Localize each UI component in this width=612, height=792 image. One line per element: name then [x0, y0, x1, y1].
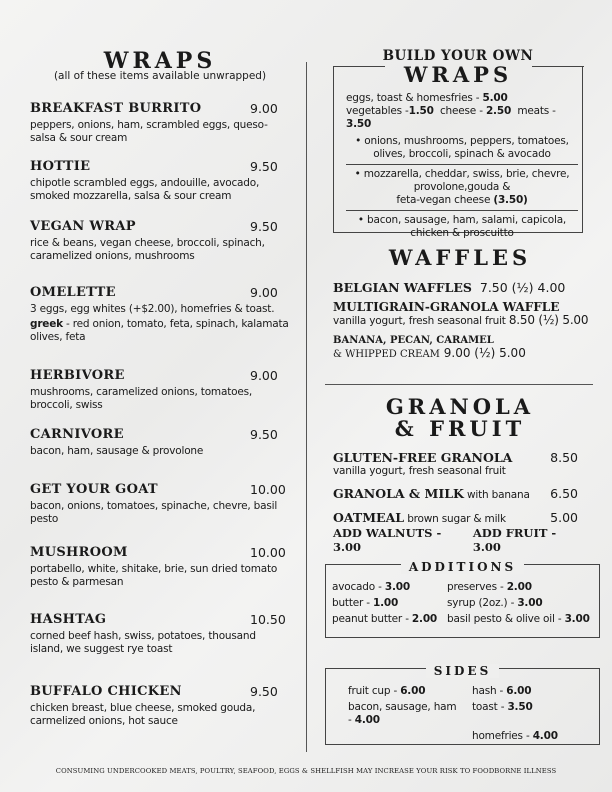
item-price: 2.00 — [411, 613, 438, 625]
build-pre-title: BUILD YOUR OWN — [382, 48, 534, 64]
granola-milk-price: 6.50 — [550, 486, 578, 501]
item-price: 9.00 — [250, 101, 278, 116]
multigrain-price: 8.50 (½) 5.00 — [508, 313, 589, 327]
oatmeal-price: 5.00 — [550, 510, 578, 525]
granola-title-1: GRANOLA — [385, 394, 535, 419]
vegan-cheese-price: (3.50) — [493, 194, 528, 206]
sides-item — [472, 701, 558, 727]
menu-item — [30, 219, 290, 263]
granola-title-2: & FRUIT — [394, 416, 526, 441]
multigrain-desc: vanilla yogurt, fresh seasonal fruit — [333, 315, 509, 327]
additions-item — [447, 613, 590, 626]
additions-item — [332, 581, 437, 594]
sides-item — [472, 685, 558, 698]
item-price: 2.00 — [506, 581, 532, 593]
item-name: OMELETTE — [30, 285, 116, 300]
oatmeal-desc: brown sugar & milk — [404, 513, 506, 525]
cheese-label: cheese - — [439, 105, 486, 117]
banana-price: 9.00 (½) 5.00 — [443, 346, 526, 360]
item-label: toast - — [472, 701, 508, 713]
item-price: 3.50 — [507, 701, 533, 713]
additions-item — [447, 581, 590, 594]
section-divider — [325, 384, 593, 385]
menu-item — [30, 427, 290, 458]
wraps-subtitle: (all of these items available unwrapped) — [53, 70, 267, 82]
item-desc: bacon, onions, tomatoes, spinache, chevre, basil pesto — [30, 500, 278, 525]
additions-item — [447, 597, 590, 610]
item-desc: peppers, onions, ham, scrambled eggs, queso-salsa & sour cream — [30, 119, 268, 144]
item-price: 6.00 — [506, 685, 532, 697]
item-desc: mushrooms, caramelized onions, tomatoes, broccoli, swiss — [30, 386, 253, 411]
multigrain-name: MULTIGRAIN-GRANOLA WAFFLE — [333, 300, 560, 314]
add-walnuts: ADD WALNUTS - 3.00 — [333, 526, 442, 554]
sides-item — [472, 730, 558, 743]
veg-label: vegetables - — [346, 105, 409, 117]
item-extra: - red onion, tomato, feta, spinach, kalamata olives, feta — [30, 318, 289, 343]
item-name: BUFFALO CHICKEN — [30, 684, 182, 699]
banana-name: BANANA, PECAN, CARAMEL — [333, 335, 494, 346]
column-divider — [306, 62, 307, 752]
granola-milk-name: GRANOLA & MILK — [333, 486, 464, 501]
item-price: 10.50 — [250, 612, 286, 627]
additions-item — [332, 613, 437, 626]
item-label: fruit cup - — [348, 685, 401, 697]
additions-item — [332, 597, 437, 610]
item-price: 1.00 — [373, 597, 399, 609]
base-price: 5.00 — [482, 92, 508, 104]
item-price: 3.00 — [384, 581, 410, 593]
item-label: butter - — [332, 597, 373, 609]
item-label: peanut butter - — [332, 613, 412, 625]
banana-name-2: & WHIPPED CREAM — [333, 349, 440, 360]
additions-title: ADDITIONS — [401, 560, 524, 574]
item-label: syrup (2oz.) - — [447, 597, 518, 609]
cheese-list-2: feta-vegan cheese — [396, 194, 494, 206]
build-title: WRAPS — [403, 62, 513, 87]
sides-item — [348, 730, 458, 743]
item-price: 9.50 — [250, 219, 278, 234]
item-price: 9.50 — [250, 159, 278, 174]
item-name: HERBIVORE — [30, 368, 125, 383]
sides-item — [348, 701, 458, 727]
menu-item — [30, 368, 290, 412]
item-price: 6.00 — [400, 685, 426, 697]
gf-granola-name: GLUTEN-FREE GRANOLA — [333, 450, 513, 465]
menu-item — [30, 612, 290, 656]
add-fruit: ADD FRUIT - 3.00 — [472, 526, 557, 554]
item-name: BREAKFAST BURRITO — [30, 101, 202, 116]
item-desc: 3 eggs, egg whites (+$2.00), homefries & toast. — [30, 303, 275, 315]
waffles-title: WAFFLES — [388, 245, 532, 270]
item-desc: portabello, white, shitake, brie, sun dried tomato pesto & parmesan — [30, 563, 278, 588]
item-name: HOTTIE — [30, 159, 91, 174]
belgian-price: 7.50 (½) 4.00 — [479, 280, 566, 295]
item-desc: rice & beans, vegan cheese, broccoli, spinach, caramelized onions, mushrooms — [30, 237, 265, 262]
menu-item — [30, 101, 290, 145]
item-price: 3.00 — [517, 597, 543, 609]
item-desc: bacon, ham, sausage & provolone — [30, 445, 204, 457]
item-price: 10.00 — [250, 482, 286, 497]
belgian-name: BELGIAN WAFFLES — [333, 280, 472, 295]
cheese-list: • mozzarella, cheddar, swiss, brie, chevre, provolone,gouda & — [354, 168, 570, 193]
sides-title: SIDES — [426, 664, 500, 678]
item-desc: chipotle scrambled eggs, andouille, avocado, smoked mozzarella, salsa & sour cream — [30, 177, 260, 202]
item-price: 4.00 — [532, 730, 558, 742]
meats-price: 3.50 — [346, 118, 372, 130]
item-name: VEGAN WRAP — [30, 219, 136, 234]
item-name: MUSHROOM — [30, 545, 128, 560]
item-price: 3.00 — [564, 613, 590, 625]
item-price: 9.00 — [250, 368, 278, 383]
item-label: hash - — [472, 685, 507, 697]
build-box — [333, 62, 583, 239]
item-label: preserves - — [447, 581, 507, 593]
sides-box — [325, 664, 600, 745]
item-price: 9.50 — [250, 684, 278, 699]
sides-item — [348, 685, 458, 698]
item-desc: chicken breast, blue cheese, smoked gouda, carmelized onions, hot sauce — [30, 702, 256, 727]
wraps-title: WRAPS — [103, 48, 217, 74]
item-name: GET YOUR GOAT — [30, 482, 158, 497]
item-label: homefries - — [472, 730, 533, 742]
gf-granola-price: 8.50 — [550, 450, 578, 465]
item-label: bacon, sausage, ham - — [348, 701, 457, 726]
item-name: CARNIVORE — [30, 427, 124, 442]
veg-price: 1.50 — [408, 105, 434, 117]
menu-item — [30, 684, 290, 728]
oatmeal-name: OATMEAL — [333, 510, 405, 525]
item-label: basil pesto & olive oil - — [447, 613, 565, 625]
footer-disclaimer: CONSUMING UNDERCOOKED MEATS, POULTRY, SEAFOOD, EGGS & SHELLFISH MAY INCREASE YOUR RISK TO FOODBORNE ILLNESS — [55, 767, 557, 775]
base-label: eggs, toast & homesfries - — [346, 92, 483, 104]
menu-item — [30, 482, 290, 526]
granola-title — [325, 396, 595, 440]
gf-granola-desc: vanilla yogurt, fresh seasonal fruit — [333, 465, 506, 477]
menu-item — [30, 545, 290, 589]
item-price: 10.00 — [250, 545, 286, 560]
item-price: 4.00 — [354, 714, 380, 726]
granola-milk-desc: with banana — [463, 489, 530, 501]
cheese-price: 2.50 — [485, 105, 512, 117]
item-label: avocado - — [332, 581, 385, 593]
menu-item — [30, 159, 290, 203]
meats-label: meats - — [517, 105, 556, 117]
item-price: 9.00 — [250, 285, 278, 300]
additions-box — [325, 560, 600, 638]
item-desc: corned beef hash, swiss, potatoes, thousand island, we suggest rye toast — [30, 630, 256, 655]
item-name: HASHTAG — [30, 612, 107, 627]
item-extra-label: greek — [30, 318, 63, 330]
veg-list: • onions, mushrooms, peppers, tomatoes, olives, broccoli, spinach & avocado — [355, 135, 569, 160]
menu-item — [30, 285, 290, 344]
item-price: 9.50 — [250, 427, 278, 442]
meat-list: • bacon, sausage, ham, salami, capicola, chicken & proscuitto — [357, 214, 567, 239]
